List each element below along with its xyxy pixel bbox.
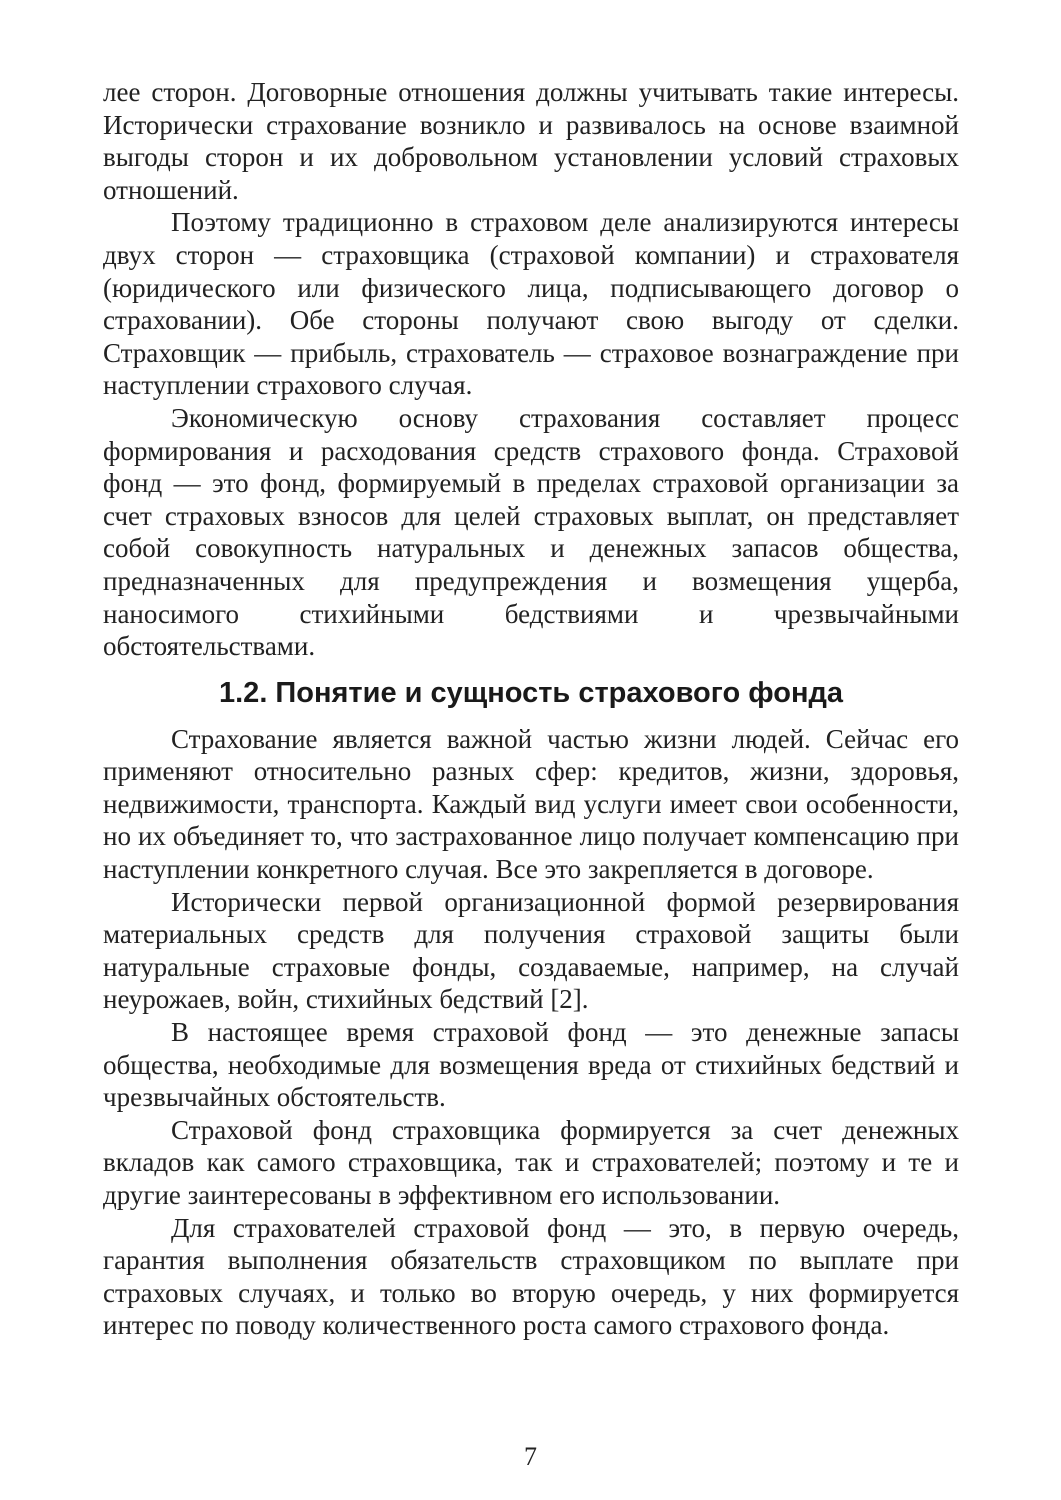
page-number: 7 [524,1442,537,1471]
paragraph-current-definition: В настоящее время страховой фонд — это денежные запасы общества, необходимые для возмещения вреда от стихийных бедствий и чрезвычайных обстоятельств. [103,1017,959,1113]
paragraph-economic-basis: Экономическую основу страхования составляет процесс формирования и расходования средств страхового фонда. Страховой фонд — это фонд, формируемый в пределах страховой организации за счет страховых взносов для целей страховых выплат, он представляет собой совокупность натуральных и денежных запасов общества, предназначенных для предупреждения и возмещения ущерба, наносимого стихийными бедствиями и чрезвычайными обстоятельствами. [103,402,959,662]
paragraph-fund-formation: Страховой фонд страховщика формируется за счет денежных вкладов как самого страховщика, так и страхователей; поэтому и те и другие заинтересованы в эффективном его использовании. [103,1114,959,1210]
page-body [103,76,959,1342]
paragraph-insurance-importance: Страхование является важной частью жизни людей. Сейчас его применяют относительно разных сфер: кредитов, жизни, здоровья, недвижимости, транспорта. Каждый вид услуги имеет свои особенности, но их объединяет то, что застрахованное лицо получает компенсацию при наступлении конкретного случая. Все это закрепляется в договоре. [103,723,959,885]
paragraph-historical-form: Исторически первой организационной формой резервирования материальных средств для получения страховой защиты были натуральные страховые фонды, создаваемые, например, на случай неурожаев, войн, стихийных бедствий [2]. [103,886,959,1015]
paragraph-interests: Поэтому традиционно в страховом деле анализируются интересы двух сторон — страховщика (страховой компании) и страхователя (юридического или физического лица, подписывающего договор о страховании). Обе стороны получают свою выгоду от сделки. Страховщик — прибыль, страхователь — страховое вознаграждение при наступлении страхового случая. [103,207,959,401]
section-heading: 1.2. Понятие и сущность страхового фонда [219,676,843,709]
paragraph-policyholders: Для страхователей страховой фонд — это, в первую очередь, гарантия выполнения обязательств страховщиком по выплате при страховых случаях, и только во вторую очередь, у них формируется интерес по поводу количественного роста самого страхового фонда. [103,1212,959,1341]
paragraph-continuation: лее сторон. Договорные отношения должны учитывать такие интересы. Исторически страхование возникло и развивалось на основе взаимной выгоды сторон и их добровольном установлении условий страховых отношений. [103,77,959,205]
